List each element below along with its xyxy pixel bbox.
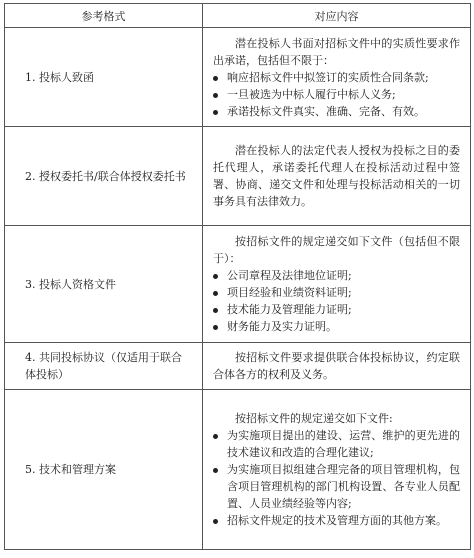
bullet-icon: [213, 291, 218, 296]
row-label: 5. 技术和管理方案: [25, 463, 116, 476]
list-item: 技术能力及管理能力证明;: [213, 301, 460, 318]
list-item: 公司章程及法律地位证明;: [213, 267, 460, 284]
row-content-cell: [203, 390, 471, 550]
table-row: [5, 390, 471, 550]
row-label: 3. 投标人资格文件: [25, 277, 116, 291]
header-reference-format: 参考格式: [5, 4, 203, 28]
bullet-icon: [213, 519, 218, 524]
row-intro: 按招标文件的规定递交如下文件（包括但不限于）：: [213, 235, 460, 265]
row-content-cell: [203, 28, 471, 127]
bullet-icon: [213, 468, 218, 473]
bullet-icon: [213, 93, 218, 98]
row-intro: 潜在投标人的法定代表人授权为投标之目的委托代理人，承诺委托代理人在投标活动过程中签署、协商、递交文件和处理与投标活动相关的一切事务具有法律效力。: [213, 144, 460, 208]
list-item: 为实施项目提出的建设、运营、维护的更先进的技术建议和改造的合理化建议;: [213, 427, 460, 461]
row-label-cell: [5, 28, 203, 127]
header-corresponding-content: 对应内容: [203, 4, 471, 28]
row-label-cell: [5, 390, 203, 550]
row-label-cell: [5, 343, 203, 390]
bullet-list: [213, 427, 460, 529]
row-intro: 按招标文件的规定递交如下文件:: [235, 412, 393, 425]
row-label-cell: [5, 127, 203, 226]
bullet-icon: [213, 325, 218, 330]
row-content-cell: [203, 343, 471, 390]
list-item: 招标文件规定的技术及管理方面的其他方案。: [213, 512, 460, 529]
row-label: 2. 授权委托书/联合体授权委托书: [25, 169, 186, 183]
bullet-list: [213, 267, 460, 335]
row-intro: 按招标文件要求提供联合体投标协议，约定联合体各方的权利及义务。: [213, 351, 460, 381]
row-intro: 潜在投标人书面对招标文件中的实质性要求作出承诺，包括但不限于：: [213, 36, 460, 67]
list-item: 项目经验和业绩资料证明;: [213, 284, 460, 301]
row-label: 4. 共同投标协议（仅适用于联合体投标）: [25, 351, 182, 381]
bullet-icon: [213, 76, 218, 81]
table-row: [5, 226, 471, 343]
row-content-cell: [203, 226, 471, 343]
row-content-cell: [203, 127, 471, 226]
table-row: [5, 343, 471, 390]
bullet-list: [213, 69, 460, 120]
bullet-icon: [213, 434, 218, 439]
list-item: 响应招标文件中拟签订的实质性合同条款;: [213, 69, 460, 86]
list-item: 一旦被选为中标人履行中标人义务;: [213, 86, 460, 103]
table-header-row: [5, 4, 471, 28]
bullet-icon: [213, 274, 218, 279]
bullet-icon: [213, 308, 218, 313]
bullet-icon: [213, 110, 218, 115]
list-item: 财务能力及实力证明。: [213, 318, 460, 335]
list-item: 为实施项目拟组建合理完备的项目管理机构，包含项目管理机构的部门机构设置、各专业人员配置、人员业绩经验等内容;: [213, 461, 460, 512]
row-label: 1. 投标人致函: [25, 70, 94, 84]
table-row: [5, 28, 471, 127]
row-label-cell: [5, 226, 203, 343]
table-row: [5, 127, 471, 226]
reference-format-table: [4, 3, 471, 550]
list-item: 承诺投标文件真实、准确、完备、有效。: [213, 103, 460, 120]
